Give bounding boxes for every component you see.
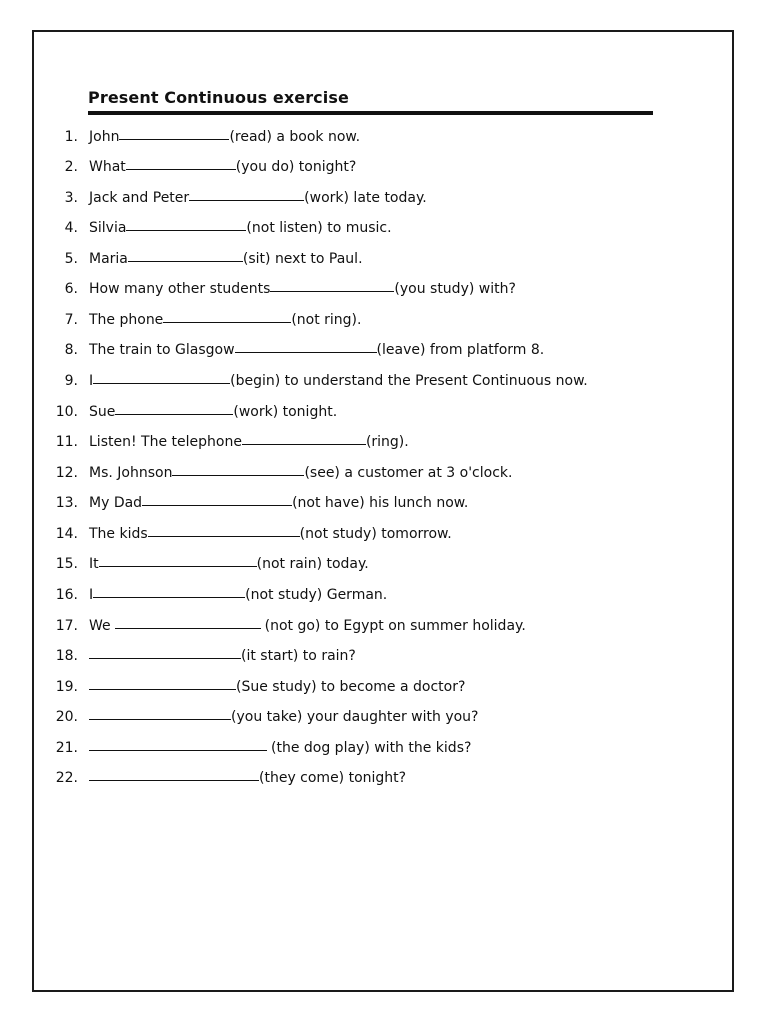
answer-blank[interactable] [128, 247, 243, 262]
worksheet-title: Present Continuous exercise [88, 88, 349, 107]
item-number: 12. [55, 465, 78, 481]
item-prefix: I [89, 373, 94, 389]
answer-blank[interactable] [142, 491, 292, 506]
answer-blank[interactable] [163, 308, 291, 323]
item-prefix: What [89, 159, 126, 175]
item-suffix: (ring). [365, 434, 409, 450]
item-suffix: (not ring). [291, 312, 362, 328]
answer-blank[interactable] [89, 705, 231, 720]
item-suffix: (not rain) today. [256, 556, 369, 572]
item-prefix: The kids [89, 526, 148, 542]
item-prefix: Sue [89, 404, 116, 420]
answer-blank[interactable] [115, 614, 261, 629]
item-number: 17. [55, 618, 78, 634]
item-suffix: (you study) with? [394, 281, 516, 297]
item-prefix: The phone [89, 312, 164, 328]
item-prefix: I [89, 587, 94, 603]
item-number: 5. [64, 251, 78, 267]
item-suffix: (leave) from platform 8. [376, 342, 545, 358]
item-prefix: Ms. Johnson [89, 465, 173, 481]
answer-blank[interactable] [148, 522, 300, 537]
answer-blank[interactable] [126, 216, 246, 231]
answer-blank[interactable] [93, 369, 230, 384]
item-number: 16. [55, 587, 78, 603]
answer-blank[interactable] [189, 186, 304, 201]
answer-blank[interactable] [89, 736, 267, 751]
item-number: 20. [55, 709, 78, 725]
item-suffix: (not study) German. [245, 587, 388, 603]
item-suffix: (not have) his lunch now. [292, 495, 469, 511]
answer-blank[interactable] [235, 338, 377, 353]
answer-blank[interactable] [93, 583, 245, 598]
item-prefix: How many other students [89, 281, 271, 297]
item-prefix: John [89, 129, 120, 145]
item-number: 1. [64, 129, 78, 145]
item-prefix: Silvia [89, 220, 127, 236]
title-underline [88, 111, 653, 115]
item-prefix: We [89, 618, 111, 634]
answer-blank[interactable] [119, 125, 229, 140]
item-prefix: Listen! The telephone [89, 434, 242, 450]
item-number: 8. [64, 342, 78, 358]
item-prefix: It [89, 556, 99, 572]
item-number: 2. [64, 159, 78, 175]
answer-blank[interactable] [172, 461, 304, 476]
item-number: 7. [64, 312, 78, 328]
item-suffix: (work) late today. [304, 190, 427, 206]
item-prefix: Maria [89, 251, 128, 267]
item-prefix: My Dad [89, 495, 143, 511]
item-number: 4. [64, 220, 78, 236]
item-suffix: (begin) to understand the Present Continuous now. [230, 373, 588, 389]
answer-blank[interactable] [126, 155, 236, 170]
item-prefix: The train to Glasgow [89, 342, 235, 358]
answer-blank[interactable] [89, 675, 236, 690]
item-number: 9. [64, 373, 78, 389]
item-suffix: (Sue study) to become a doctor? [236, 679, 466, 695]
item-number: 21. [55, 740, 78, 756]
answer-blank[interactable] [115, 400, 233, 415]
answer-blank[interactable] [89, 766, 259, 781]
item-number: 11. [55, 434, 78, 450]
item-number: 10. [55, 404, 78, 420]
item-number: 6. [64, 281, 78, 297]
item-suffix: (see) a customer at 3 o'clock. [304, 465, 513, 481]
item-number: 14. [55, 526, 78, 542]
item-number: 13. [55, 495, 78, 511]
answer-blank[interactable] [242, 430, 366, 445]
item-suffix: (work) tonight. [233, 404, 338, 420]
item-suffix: (they come) tonight? [259, 770, 407, 786]
item-suffix: (you do) tonight? [235, 159, 357, 175]
item-suffix: (sit) next to Paul. [242, 251, 363, 267]
answer-blank[interactable] [89, 644, 241, 659]
answer-blank[interactable] [99, 552, 257, 567]
item-suffix: (you take) your daughter with you? [231, 709, 479, 725]
item-suffix: (not listen) to music. [246, 220, 392, 236]
item-prefix: Jack and Peter [89, 190, 190, 206]
item-suffix: (read) a book now. [229, 129, 361, 145]
item-suffix: (not study) tomorrow. [299, 526, 452, 542]
item-suffix: (not go) to Egypt on summer holiday. [264, 618, 526, 634]
item-number: 19. [55, 679, 78, 695]
answer-blank[interactable] [270, 277, 394, 292]
item-number: 3. [64, 190, 78, 206]
item-number: 22. [55, 770, 78, 786]
item-number: 15. [55, 556, 78, 572]
item-suffix: (it start) to rain? [241, 648, 356, 664]
item-number: 18. [55, 648, 78, 664]
item-suffix: (the dog play) with the kids? [271, 740, 472, 756]
